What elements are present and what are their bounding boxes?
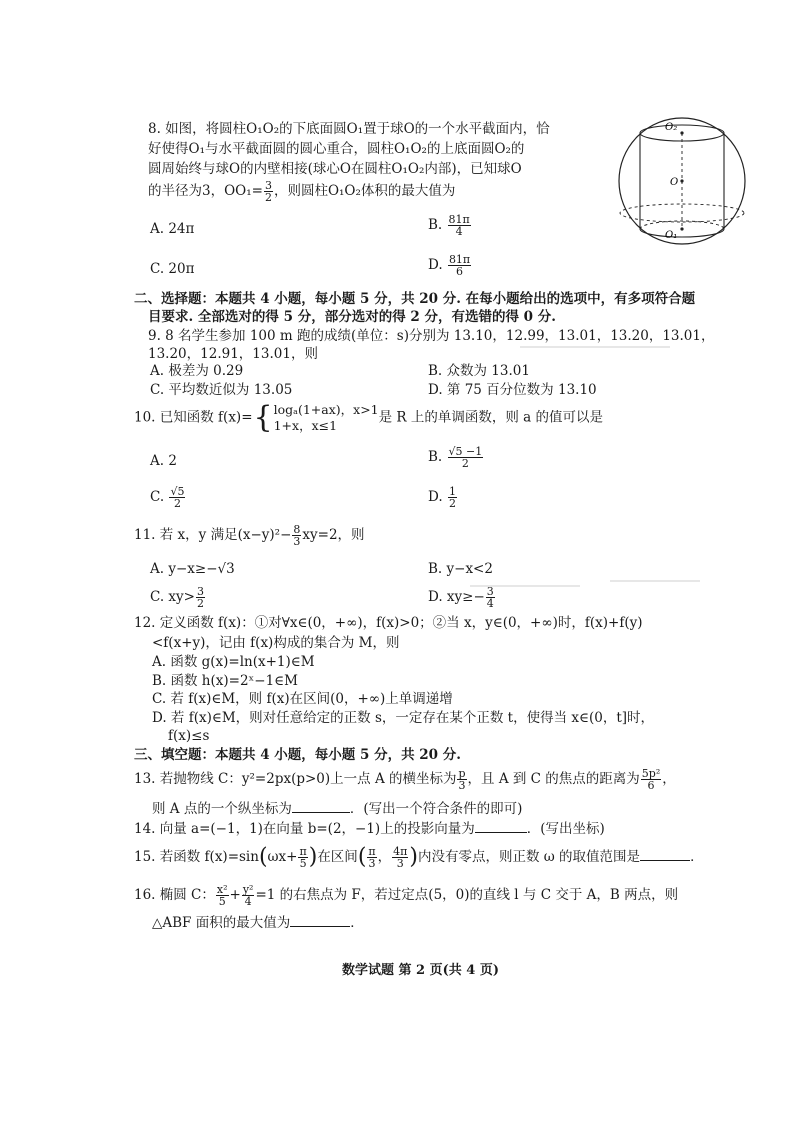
q15-arg-num: π bbox=[299, 845, 307, 858]
q8-line2: 好使得O₁与水平截面圆的圆心重合，圆柱O₁O₂的上底面圆O₂的 bbox=[148, 141, 525, 157]
q16-plus: + bbox=[229, 887, 241, 903]
q15-interval-close: ) bbox=[409, 844, 418, 870]
q8-line4-text: 的半径为3，OO₁= bbox=[148, 183, 263, 199]
q8-line1: 8. 如图，将圆柱O₁O₂的下底面圆O₁置于球O的一个水平截面内，恰 bbox=[148, 121, 550, 137]
q11-option-c-den: 2 bbox=[196, 597, 204, 610]
q8-option-b-frac bbox=[448, 214, 471, 237]
q16-frac-x-num: x² bbox=[216, 883, 228, 896]
q10-option-c-num: √5 bbox=[170, 485, 185, 498]
scan-noise bbox=[520, 346, 670, 348]
q12-option-a: A. 函数 g(x)=ln(x+1)∈M bbox=[152, 654, 315, 670]
q11-option-c-frac bbox=[196, 586, 205, 609]
q10-option-c bbox=[150, 486, 186, 509]
q15-paren-close: ) bbox=[308, 844, 318, 870]
q15-line: 15. 若函数 f(x)=sin(ωx+ $\frac{\pi}{5}$ )在区间( $\frac{\pi}{3}$ ， $\frac{4\pi}{3}$ )内没有零点，则正数 ω 的取值范围是 ． bbox=[134, 844, 704, 870]
q8-option-b-den: 4 bbox=[455, 225, 463, 238]
q10-option-d-num: 1 bbox=[448, 485, 456, 498]
q13-line1 bbox=[134, 768, 676, 791]
q13-frac1-num: p bbox=[458, 767, 466, 780]
q8-line4 bbox=[148, 180, 455, 203]
q10-option-a: A. 2 bbox=[150, 453, 177, 469]
q8-option-d-frac bbox=[448, 254, 471, 277]
q15-text-pre: 15. 若函数 f(x)=sin bbox=[134, 849, 259, 865]
q8-option-b-label: B. bbox=[428, 217, 447, 233]
q13-line2-pre: 则 A 点的一个纵坐标为 bbox=[152, 801, 292, 817]
q13-line2 bbox=[152, 800, 522, 818]
q10-option-b-label: B. bbox=[428, 449, 447, 465]
q13-line2-post: ．(写出一个符合条件的即可) bbox=[349, 801, 523, 817]
q11-option-d-den: 4 bbox=[486, 597, 494, 610]
q16-text-pre: 16. 椭圆 C： bbox=[134, 887, 215, 903]
center-o-dot bbox=[680, 179, 683, 182]
q16-frac-y-den: 4 bbox=[244, 895, 252, 908]
q8-option-d-label: D. bbox=[428, 257, 447, 273]
q11-stem-post: xy=2，则 bbox=[302, 527, 365, 543]
q8-frac-num: 3 bbox=[264, 179, 272, 192]
q16-frac-y bbox=[242, 884, 255, 907]
q10-stem bbox=[134, 402, 603, 434]
q12-option-d-line1: D. 若 f(x)∈M，则对任意给定的正数 s，一定存在某个正数 t，使得当 x∈(0，t]时， bbox=[152, 710, 655, 726]
q11-option-c-num: 3 bbox=[196, 585, 204, 598]
q15-interval-open: ( bbox=[357, 844, 367, 870]
sphere-cylinder-figure bbox=[612, 114, 752, 252]
q13-frac2-num: 5p² bbox=[641, 767, 661, 780]
q11-stem-pre: 11. 若 x，y 满足(x−y)²− bbox=[134, 527, 292, 543]
q11-option-a: A. y−x≥−√3 bbox=[150, 561, 235, 577]
q10-option-d-den: 2 bbox=[448, 497, 456, 510]
q11-stem bbox=[134, 524, 365, 547]
q11-option-c bbox=[150, 586, 206, 609]
q12-line1: 12. 定义函数 f(x)：①对∀x∈(0，+∞)，f(x)>0；②当 x，y∈(0，+∞)时，f(x)+f(y) bbox=[134, 615, 643, 631]
q8-fraction bbox=[264, 180, 273, 203]
q10-piecewise bbox=[274, 402, 379, 434]
q10-option-b-num: √5 −1 bbox=[448, 445, 483, 458]
q10-brace: { bbox=[253, 400, 273, 435]
q12-line2: <f(x+y)，记由 f(x)构成的集合为 M，则 bbox=[152, 635, 400, 651]
q15-interval-left bbox=[367, 846, 376, 869]
q11-frac-den: 3 bbox=[293, 535, 301, 548]
q15-arg-pre: ωx+ bbox=[267, 849, 298, 865]
q13-frac1 bbox=[457, 768, 466, 791]
section2-heading-line2: 目要求. 全部选对的得 5 分，部分选对的得 2 分，有选错的得 0 分. bbox=[148, 309, 556, 325]
q11-frac bbox=[292, 524, 301, 547]
q15-interval-left-den: 3 bbox=[368, 857, 376, 870]
page-footer: 数学试题 第 2 页(共 4 页) bbox=[342, 963, 500, 978]
q14-text-post: ．(写出坐标) bbox=[526, 821, 605, 837]
q13-answer-blank[interactable] bbox=[292, 812, 350, 813]
section2-heading-line1: 二、选择题：本题共 4 小题，每小题 5 分，共 20 分. 在每小题给出的选项中，有多项符合题 bbox=[134, 291, 696, 307]
q16-line2-pre: △ABF 面积的最大值为 bbox=[152, 915, 291, 931]
q16-frac-x-den: 5 bbox=[218, 895, 226, 908]
q9-option-b: B. 众数为 13.01 bbox=[428, 363, 530, 379]
q8-option-d bbox=[428, 254, 472, 277]
q11-option-b: B. y−x<2 bbox=[428, 561, 493, 577]
q11-option-c-label: C. xy> bbox=[150, 589, 195, 605]
q12-option-d-line2: f(x)≤s bbox=[168, 728, 210, 744]
q16-line2 bbox=[152, 914, 364, 932]
label-o: O bbox=[670, 177, 679, 188]
q10-option-b-frac bbox=[448, 446, 484, 469]
scan-noise bbox=[470, 585, 580, 587]
q12-option-b: B. 函数 h(x)=2ˣ−1∈M bbox=[152, 673, 298, 689]
q9-line1: 9. 8 名学生参加 100 m 跑的成绩(单位：s)分别为 13.10，12.99，13.01，13.20，13.01， bbox=[148, 328, 715, 344]
scan-noise bbox=[610, 580, 700, 582]
q10-case2: 1+x，x≤1 bbox=[273, 418, 338, 433]
section3-heading: 三、填空题：本题共 4 小题，每小题 5 分，共 20 分. bbox=[134, 747, 461, 763]
q13-frac2 bbox=[641, 768, 661, 791]
q10-option-c-frac bbox=[169, 486, 185, 509]
q13-text-mid: ，且 A 到 C 的焦点的距离为 bbox=[467, 771, 640, 787]
q15-arg-den: 5 bbox=[299, 857, 307, 870]
q9-option-c: C. 平均数近似为 13.05 bbox=[150, 382, 293, 398]
q8-option-c: C. 20π bbox=[150, 261, 195, 277]
q11-option-d-label: D. xy≥− bbox=[428, 589, 485, 605]
q16-frac-y-num: y² bbox=[242, 883, 254, 896]
q10-option-d bbox=[428, 486, 458, 509]
q13-frac2-den: 6 bbox=[647, 779, 655, 792]
q9-option-d: D. 第 75 百分位数为 13.10 bbox=[428, 382, 597, 398]
q16-text-post: =1 的右焦点为 F，若过定点(5，0)的直线 l 与 C 交于 A，B 两点，则 bbox=[255, 887, 679, 903]
q10-option-d-frac bbox=[448, 486, 457, 509]
label-o1: O₁ bbox=[665, 230, 678, 241]
q8-frac-den: 2 bbox=[264, 191, 272, 204]
q15-interval-right bbox=[392, 846, 408, 869]
q15-paren-open: ( bbox=[258, 844, 268, 870]
q12-option-c: C. 若 f(x)∈M，则 f(x)在区间(0，+∞)上单调递增 bbox=[152, 691, 453, 707]
q16-frac-x bbox=[216, 884, 229, 907]
q11-frac-num: 8 bbox=[293, 523, 301, 536]
q10-option-d-label: D. bbox=[428, 489, 447, 505]
q10-case1: logₐ(1+ax)，x>1 bbox=[273, 402, 379, 417]
q8-option-d-den: 6 bbox=[456, 265, 464, 278]
q8-option-d-num: 81π bbox=[448, 253, 471, 266]
q9-line2: 13.20，12.91，13.01，则 bbox=[148, 346, 318, 362]
q15-text-end: ． bbox=[690, 849, 704, 865]
q8-line3: 圆周始终与球O的内壁相接(球心O在圆柱O₁O₂内部)，已知球O bbox=[148, 161, 522, 177]
q15-text-post: 内没有零点，则正数 ω 的取值范围是 bbox=[417, 849, 641, 865]
q8-line4-post: ，则圆柱O₁O₂体积的最大值为 bbox=[273, 183, 456, 199]
q10-option-b bbox=[428, 446, 484, 469]
q10-option-c-den: 2 bbox=[173, 497, 181, 510]
q16-answer-blank[interactable] bbox=[290, 926, 350, 927]
q14-line bbox=[134, 820, 605, 838]
q14-answer-blank[interactable] bbox=[475, 832, 527, 833]
q10-option-c-label: C. bbox=[150, 489, 169, 505]
q8-option-a: A. 24π bbox=[150, 221, 195, 237]
q8-option-b-num: 81π bbox=[448, 213, 470, 226]
q15-interval-right-num: 4π bbox=[393, 845, 408, 858]
q15-interval-left-num: π bbox=[368, 845, 376, 858]
q10-stem-pre: 10. 已知函数 f(x)= bbox=[134, 409, 253, 426]
q11-option-d bbox=[428, 586, 496, 609]
center-o1-dot bbox=[680, 227, 683, 230]
q10-stem-post: 是 R 上的单调函数，则 a 的值可以是 bbox=[378, 409, 604, 426]
q13-text-end: ， bbox=[662, 771, 676, 787]
q10-option-b-den: 2 bbox=[461, 457, 469, 470]
center-o2-dot bbox=[680, 131, 683, 134]
q15-interval-right-den: 3 bbox=[396, 857, 404, 870]
q13-frac1-den: 3 bbox=[458, 779, 466, 792]
q8-option-b bbox=[428, 214, 472, 237]
label-o2: O₂ bbox=[665, 122, 678, 133]
q9-option-a: A. 极差为 0.29 bbox=[150, 363, 244, 379]
q16-line2-post: ． bbox=[350, 915, 364, 931]
q13-text-pre: 13. 若抛物线 C：y²=2px(p>0)上一点 A 的横坐标为 bbox=[134, 771, 457, 787]
q11-option-d-num: 3 bbox=[486, 585, 494, 598]
q11-option-d-frac bbox=[486, 586, 495, 609]
q15-text-mid: 在区间 bbox=[317, 849, 358, 865]
q14-text-pre: 14. 向量 a=(−1，1)在向量 b=(2，−1)上的投影向量为 bbox=[134, 821, 475, 837]
q16-line1 bbox=[134, 884, 678, 907]
q15-answer-blank[interactable] bbox=[640, 860, 690, 861]
q15-arg-frac bbox=[298, 846, 307, 869]
